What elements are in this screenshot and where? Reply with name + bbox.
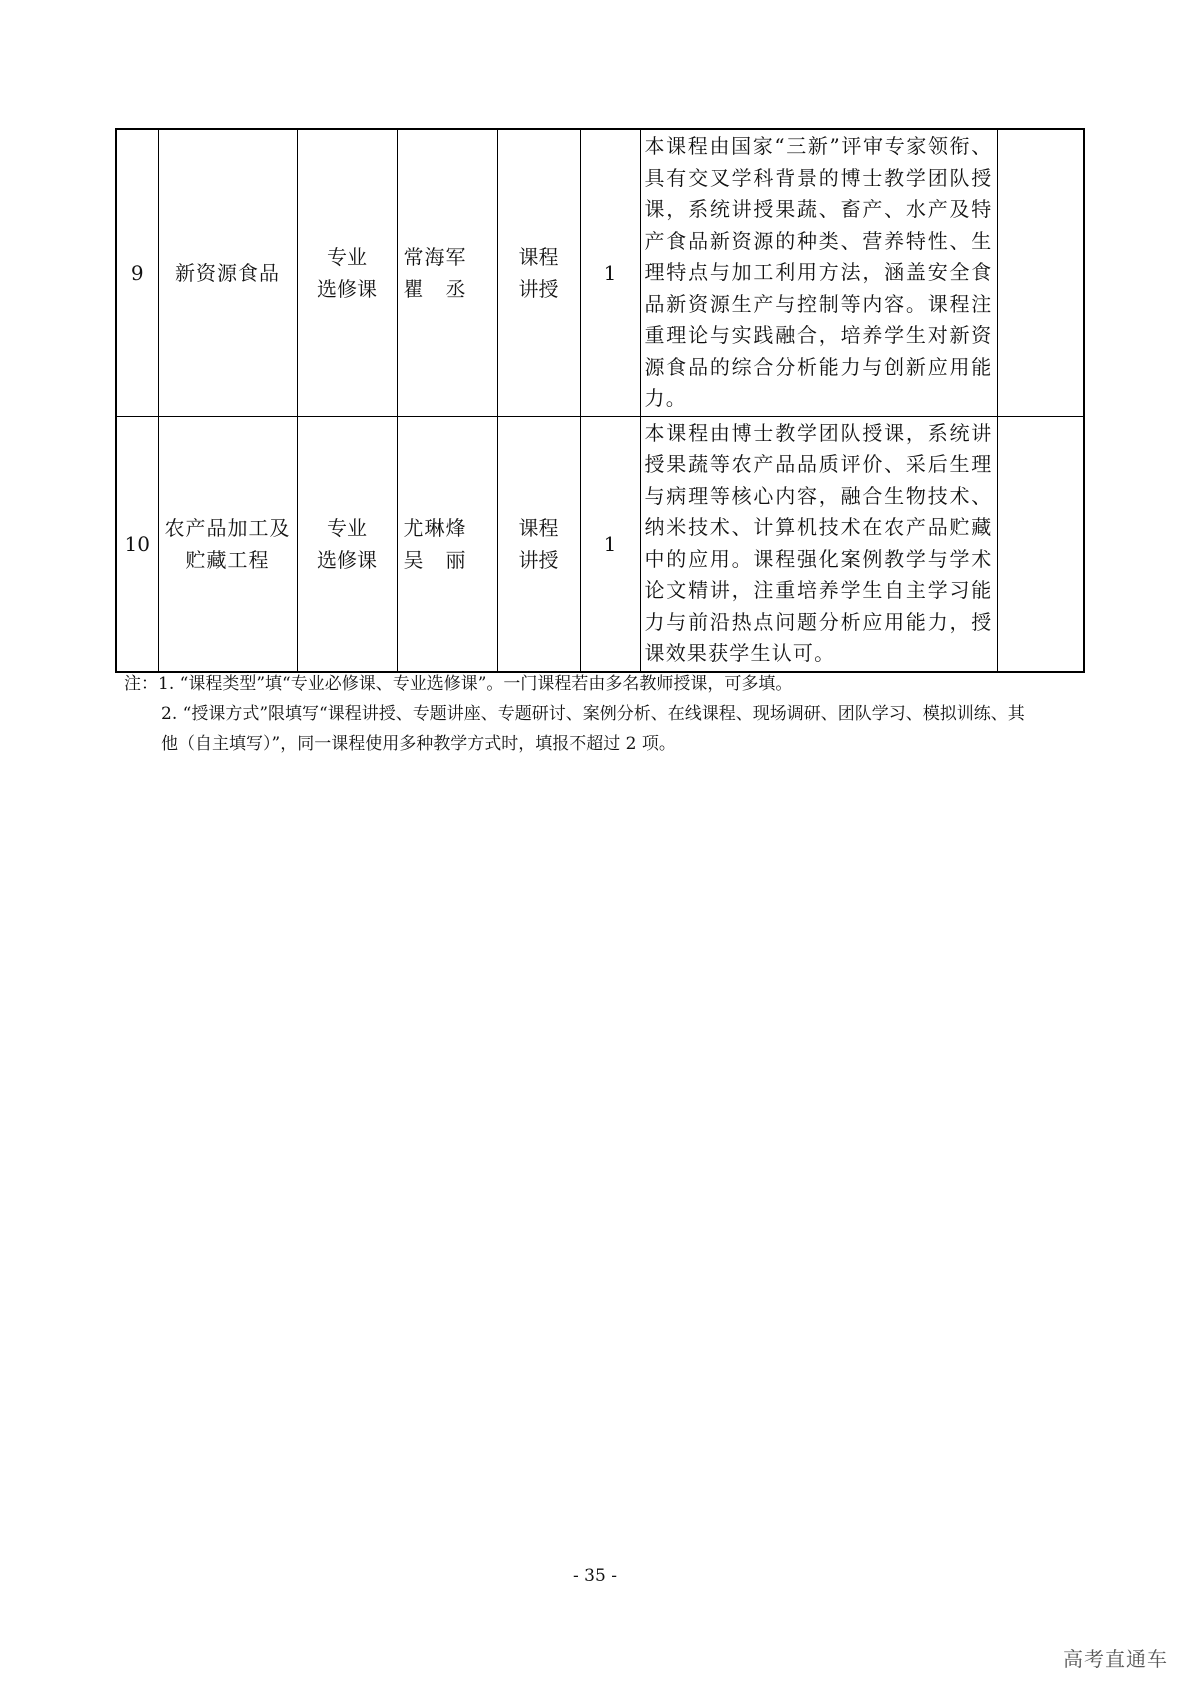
- course-teachers-line: 常海军: [403, 244, 467, 269]
- course-description: 本课程由国家“三新”评审专家领衔、具有交叉学科背景的博士教学团队授课，系统讲授果蔬、畜产、水产及特产食品新资源的种类、营养特性、生理特点与加工利用方法，涵盖安全食品新资源生产与控制等内容。课程注重理论与实践融合，培养学生对新资源食品的综合分析能力与创新应用能力。: [640, 129, 997, 416]
- table-body: [116, 129, 1084, 672]
- course-name: [158, 416, 297, 672]
- page-number: - 35 -: [573, 1566, 617, 1586]
- course-remark: [997, 129, 1084, 416]
- teaching-method-line: 课程: [518, 244, 559, 269]
- course-type: [297, 416, 397, 672]
- teaching-method: [497, 416, 580, 672]
- teaching-method-line: 课程: [518, 515, 559, 540]
- course-description: 本课程由博士教学团队授课，系统讲授果蔬等农产品品质评价、采后生理与病理等核心内容，融合生物技术、纳米技术、计算机技术在农产品贮藏中的应用。课程强化案例教学与学术论文精讲，注重培养学生自主学习能力与前沿热点问题分析应用能力，授课效果获学生认可。: [640, 416, 997, 672]
- course-type-line: 专业: [327, 244, 367, 269]
- table-notes: [124, 669, 1084, 759]
- course-type: [297, 129, 397, 416]
- note-line-1: 注：1. “课程类型”填“专业必修课、专业选修课”。一门课程若由多名教师授课，可多填。: [124, 674, 793, 694]
- course-teachers-line: 吴 丽: [403, 547, 467, 572]
- course-teachers: [397, 129, 497, 416]
- course-name-line: 新资源食品: [175, 260, 280, 285]
- course-teachers-line: 瞿 丞: [403, 276, 467, 301]
- course-teachers: [397, 416, 497, 672]
- course-table: [115, 128, 1085, 673]
- course-type-line: 选修课: [317, 547, 377, 572]
- teaching-method: [497, 129, 580, 416]
- watermark: 高考直通车: [1063, 1647, 1168, 1671]
- note-line-3: 他（自主填写）”，同一课程使用多种教学方式时，填报不超过 2 项。: [161, 734, 676, 754]
- course-name-line: 农产品加工及: [164, 515, 291, 540]
- table-row: [116, 129, 1084, 416]
- course-teachers-line: 尤琳烽: [403, 515, 467, 540]
- course-name-line: 贮藏工程: [185, 547, 270, 572]
- course-type-line: 专业: [327, 515, 367, 540]
- teaching-method-line: 讲授: [518, 276, 559, 301]
- course-type-line: 选修课: [317, 276, 377, 301]
- note-line-2: 2. “授课方式”限填写“课程讲授、专题讲座、专题研讨、案例分析、在线课程、现场调研、团队学习、模拟训练、其: [161, 704, 1025, 724]
- row-number: 9: [116, 129, 158, 416]
- teaching-method-line: 讲授: [518, 547, 559, 572]
- course-name: [158, 129, 297, 416]
- row-number: 10: [116, 416, 158, 672]
- course-credit: 1: [580, 416, 640, 672]
- course-credit: 1: [580, 129, 640, 416]
- course-remark: [997, 416, 1084, 672]
- table-row: [116, 416, 1084, 672]
